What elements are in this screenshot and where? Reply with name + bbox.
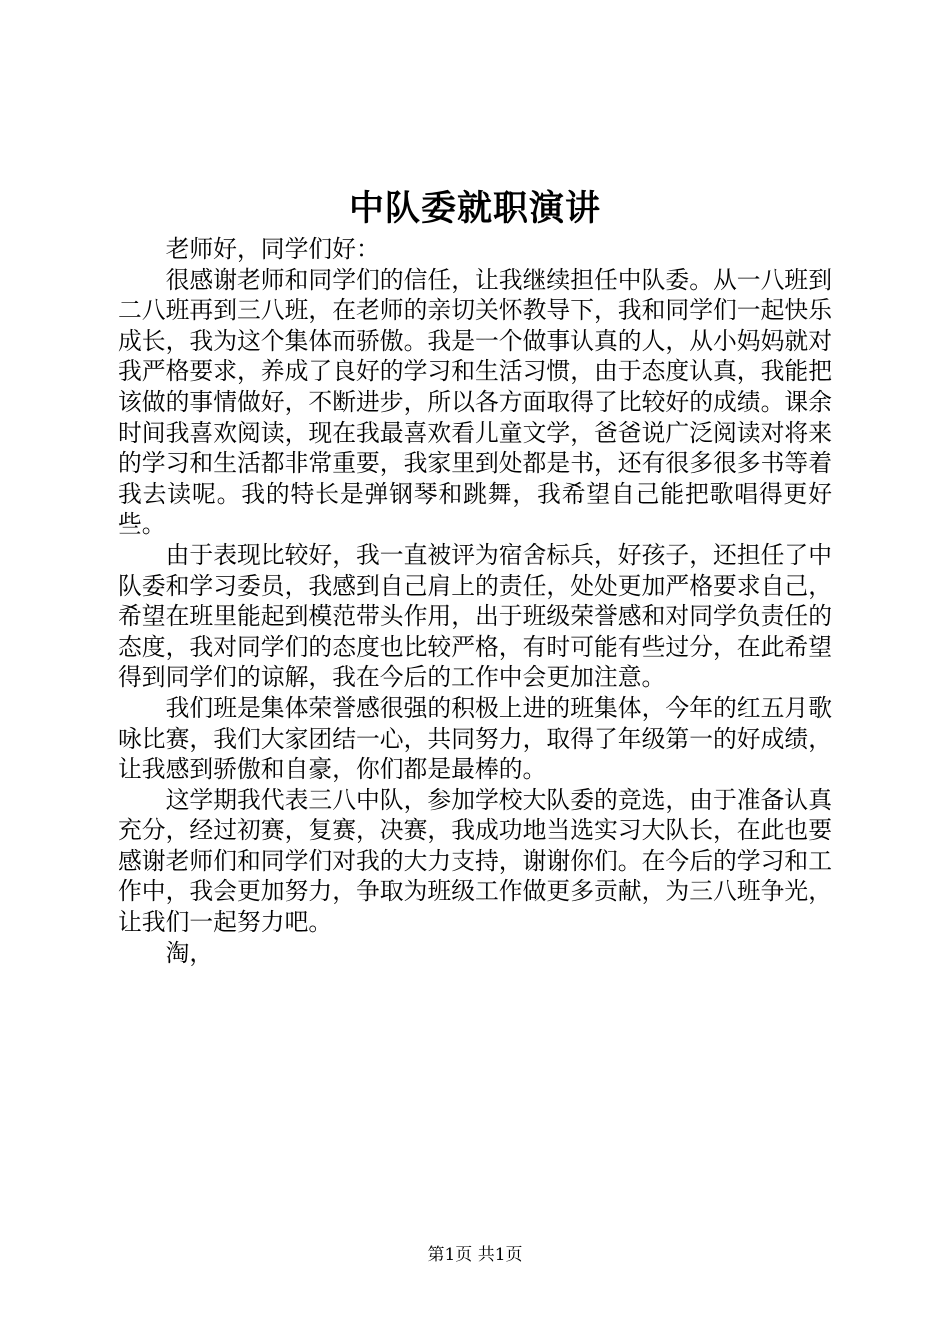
body-paragraph: 我们班是集体荣誉感很强的积极上进的班集体，今年的红五月歌咏比赛，我们大家团结一心，共同努力，取得了年级第一的好成绩，让我感到骄傲和自豪，你们都是最棒的。 bbox=[118, 693, 832, 784]
page-number-footer: 第1页 共1页 bbox=[427, 1245, 523, 1265]
document-title: 中队委就职演讲 bbox=[348, 188, 601, 229]
document-body bbox=[118, 234, 832, 968]
body-paragraph: 由于表现比较好，我一直被评为宿舍标兵，好孩子，还担任了中队委和学习委员，我感到自己肩上的责任，处处更加严格要求自己，希望在班里能起到模范带头作用，出于班级荣誉感和对同学负责任的态度，我对同学们的态度也比较严格，有时可能有些过分，在此希望得到同学们的谅解，我在今后的工作中会更加注意。 bbox=[118, 540, 832, 692]
closing-paragraph: 淘， bbox=[165, 938, 214, 967]
greeting-paragraph: 老师好，同学们好： bbox=[165, 235, 380, 263]
body-paragraph: 很感谢老师和同学们的信任，让我继续担任中队委。从一八班到二八班再到三八班，在老师的亲切关怀教导下，我和同学们一起快乐成长，我为这个集体而骄傲。我是一个做事认真的人，从小妈妈就对我严格要求，养成了良好的学习和生活习惯，由于态度认真，我能把该做的事情做好，不断进步，所以各方面取得了比较好的成绩。课余时间我喜欢阅读，现在我最喜欢看儿童文学，爸爸说广泛阅读对将来的学习和生活都非常重要，我家里到处都是书，还有很多很多书等着我去读呢。我的特长是弹钢琴和跳舞，我希望自己能把歌唱得更好些。 bbox=[118, 265, 832, 539]
body-paragraph: 这学期我代表三八中队，参加学校大队委的竞选，由于准备认真充分，经过初赛，复赛，决赛，我成功地当选实习大队长，在此也要感谢老师们和同学们对我的大力支持，谢谢你们。在今后的学习和工作中，我会更加努力，争取为班级工作做更多贡献，为三八班争光，让我们一起努力吧。 bbox=[118, 785, 832, 937]
